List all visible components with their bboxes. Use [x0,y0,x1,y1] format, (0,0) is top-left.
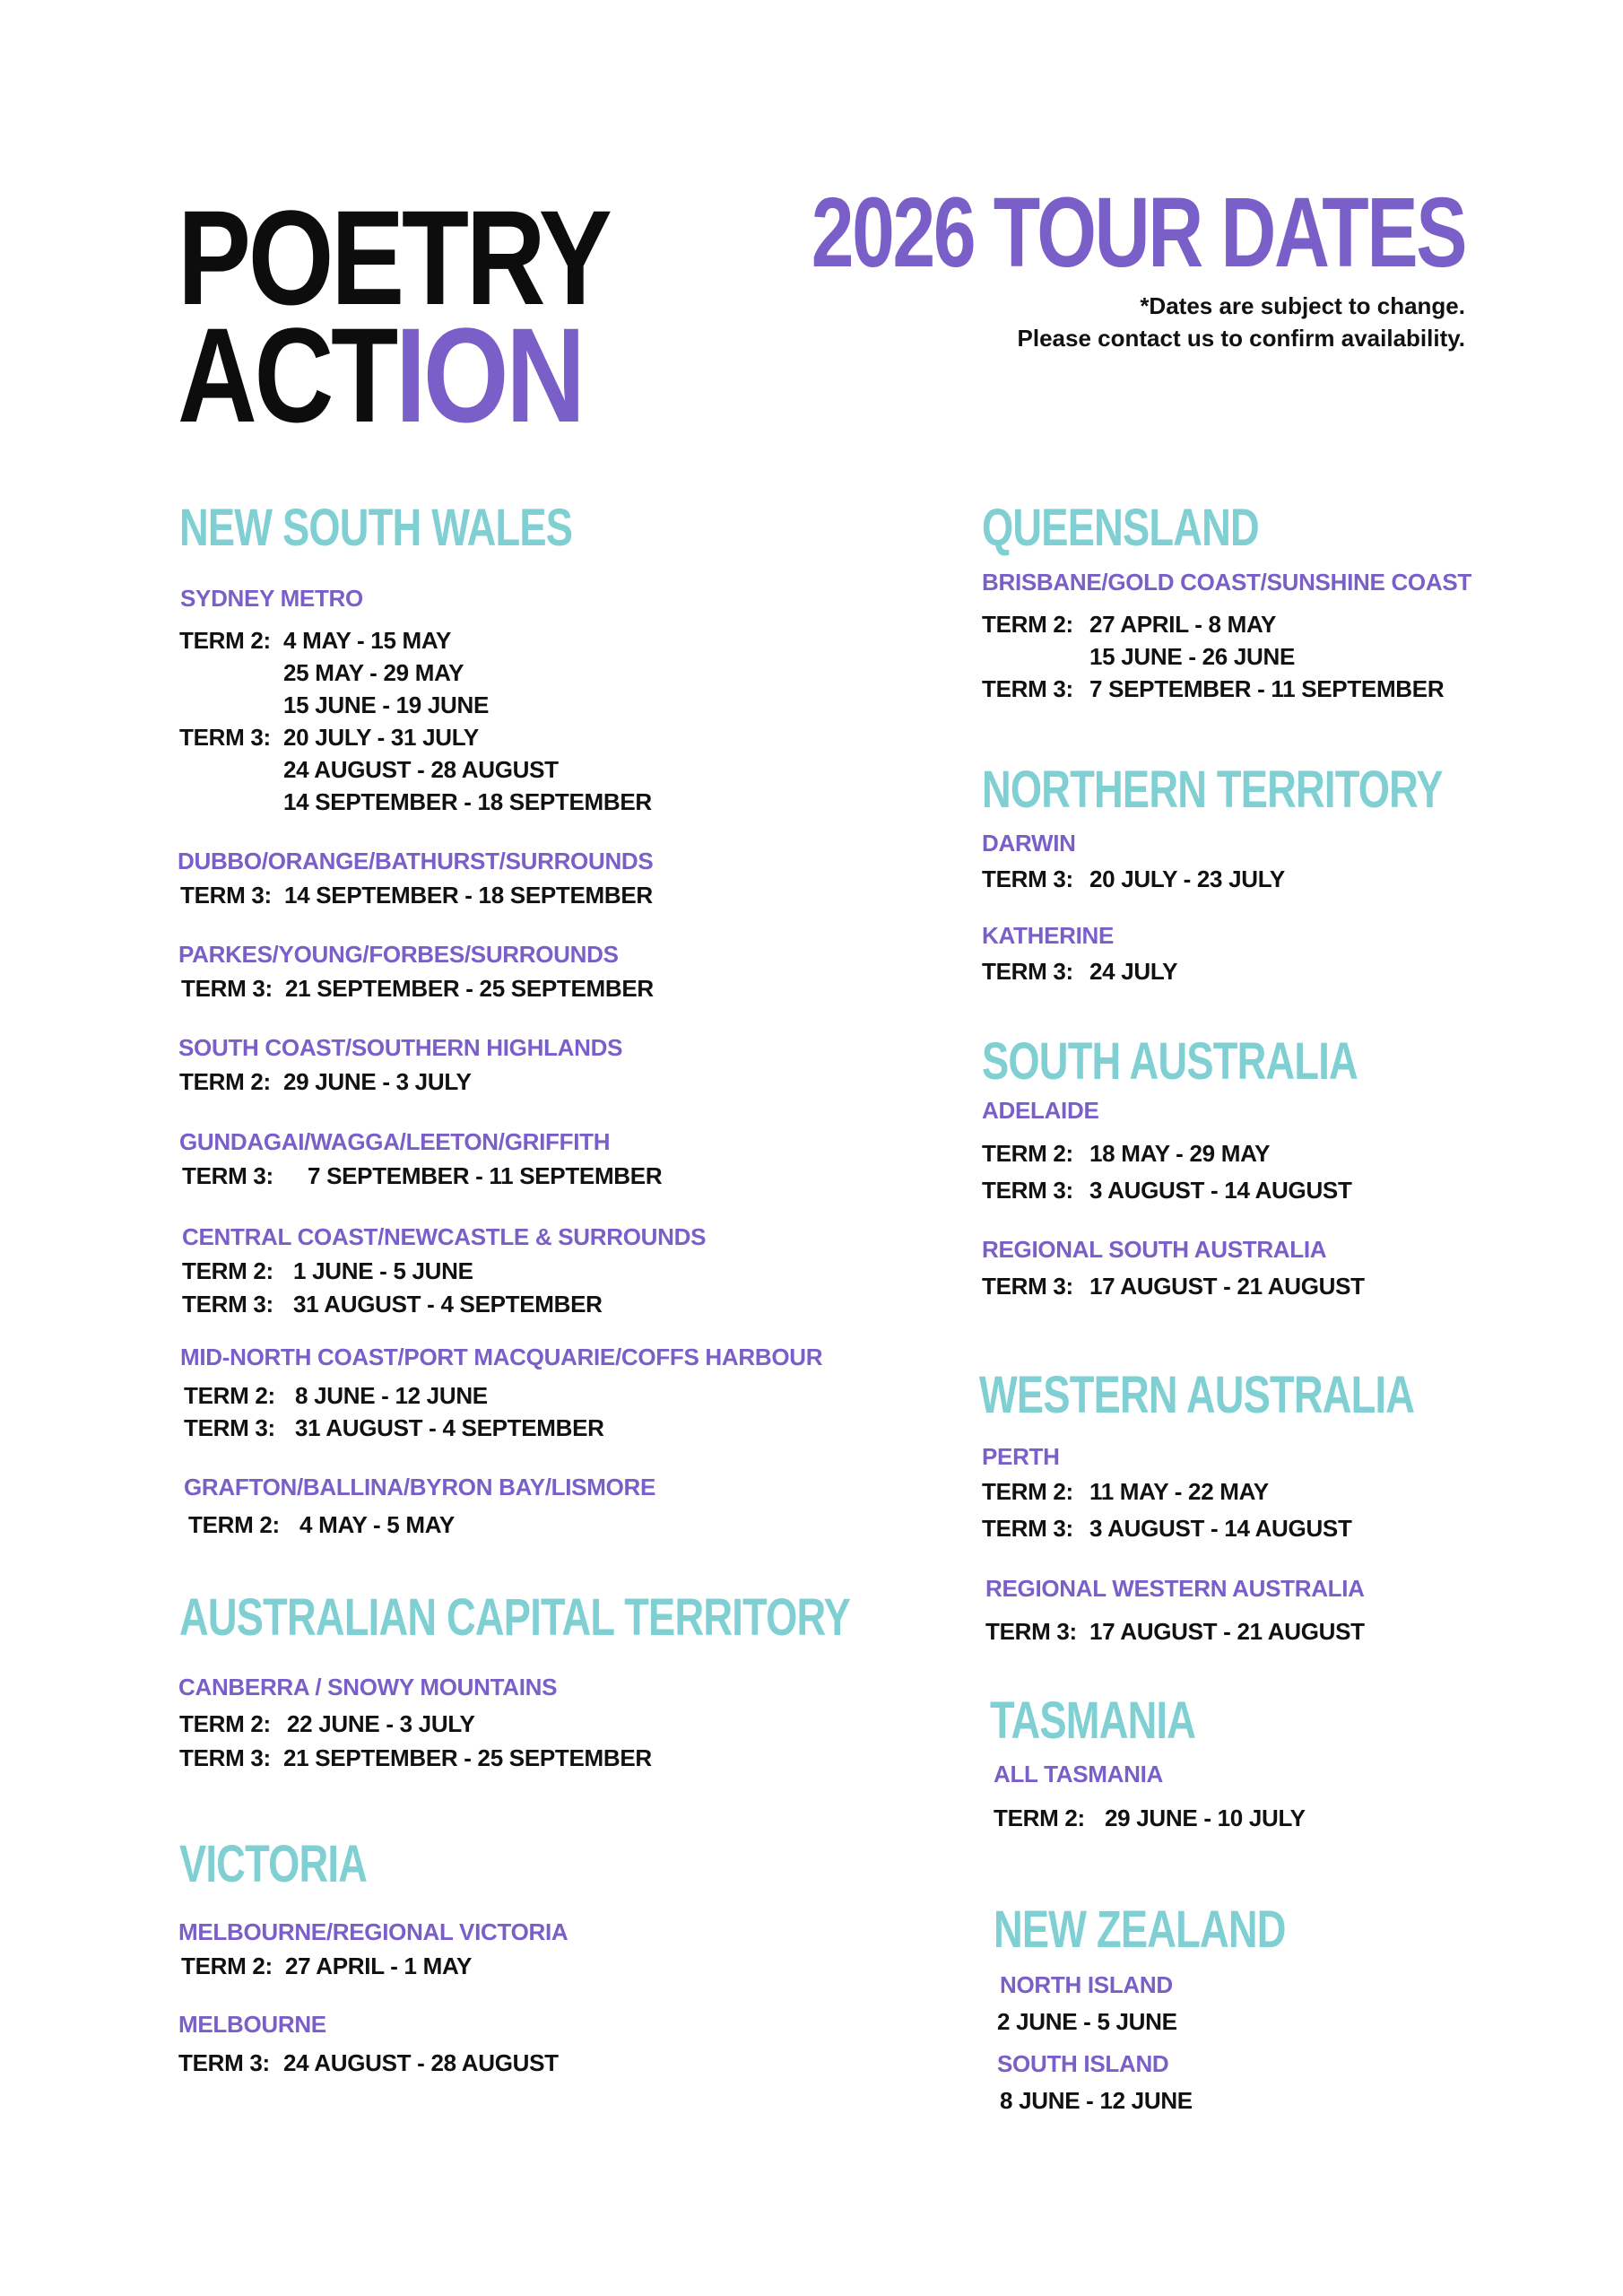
term-row [982,955,1177,987]
term-label: TERM 2: [184,1382,275,1409]
area-regional-wa: REGIONAL WESTERN AUSTRALIA [985,1575,1365,1602]
area-melbourne: MELBOURNE [178,2011,326,2038]
term-label: TERM 2: [982,1478,1073,1505]
area-adelaide: ADELAIDE [982,1097,1099,1124]
area-gundagai: GUNDAGAI/WAGGA/LEETON/GRIFFITH [179,1128,611,1155]
date-range: 17 AUGUST - 21 AUGUST [1089,1273,1365,1300]
date-range: 3 AUGUST - 14 AUGUST [1089,1177,1352,1204]
term-row [182,1255,473,1287]
term-label: TERM 2: [982,611,1073,638]
date-range: 15 JUNE - 19 JUNE [283,691,490,718]
area-mid-north-coast: MID-NORTH COAST/PORT MACQUARIE/COFFS HARBOUR [180,1344,823,1370]
area-central-coast: CENTRAL COAST/NEWCASTLE & SURROUNDS [182,1223,707,1250]
region-heading-nt: NORTHERN TERRITORY [982,761,1443,819]
area-katherine: KATHERINE [982,922,1115,949]
area-grafton: GRAFTON/BALLINA/BYRON BAY/LISMORE [184,1474,656,1500]
term-row [982,1137,1270,1170]
area-regional-sa: REGIONAL SOUTH AUSTRALIA [982,1236,1327,1263]
date-range: 24 AUGUST - 28 AUGUST [283,2049,559,2076]
term-label-sydney-t3: TERM 3: [179,724,271,751]
term-label: TERM 3: [982,1177,1073,1204]
region-heading-sa: SOUTH AUSTRALIA [982,1032,1358,1091]
term-row [982,608,1276,640]
term-label: TERM 3: [182,1162,273,1189]
logo-line-1: POETRY [178,182,610,333]
term-row [184,1379,488,1412]
term-row [179,1708,475,1740]
term-row [179,1065,472,1098]
term-label: TERM 3: [181,975,273,1002]
date-range: 20 JULY - 23 JULY [1089,865,1285,892]
term-row [179,1742,652,1774]
date-range: 2 JUNE - 5 JUNE [997,2008,1177,2035]
date-range: 24 AUGUST - 28 AUGUST [283,756,559,783]
date-range: 14 SEPTEMBER - 18 SEPTEMBER [284,882,653,909]
logo-line-2-accent: ION [395,300,583,450]
area-brisbane: BRISBANE/GOLD COAST/SUNSHINE COAST [982,569,1471,596]
term-row [182,1288,603,1320]
area-melbourne-regional: MELBOURNE/REGIONAL VICTORIA [178,1918,568,1945]
term-label: TERM 3: [982,865,1073,892]
date-range: 31 AUGUST - 4 SEPTEMBER [293,1291,603,1318]
date-range: 7 SEPTEMBER - 11 SEPTEMBER [308,1162,663,1189]
logo-line-2-plain: ACT [178,300,395,450]
term-row [985,1615,1365,1648]
date-range: 27 APRIL - 8 MAY [1089,611,1277,638]
date-range: 20 JULY - 31 JULY [283,724,479,751]
date-range: 24 JULY [1089,958,1178,985]
date-range: 17 AUGUST - 21 AUGUST [1089,1618,1365,1645]
date-range: 25 MAY - 29 MAY [283,659,464,686]
date-range: 4 MAY - 15 MAY [283,627,452,654]
term-label: TERM 3: [178,2049,270,2076]
region-heading-qld: QUEENSLAND [982,499,1259,557]
date-range: 21 SEPTEMBER - 25 SEPTEMBER [283,1744,652,1771]
term-row [982,1270,1365,1302]
area-perth: PERTH [982,1443,1060,1470]
term-label: TERM 2: [182,1257,273,1284]
date-range: 8 JUNE - 12 JUNE [295,1382,488,1409]
term-label: TERM 3: [982,1515,1073,1542]
term-label: TERM 2: [179,1710,271,1737]
area-north-island: NORTH ISLAND [1000,1971,1173,1998]
term-row [182,1160,662,1192]
term-row [982,863,1285,895]
date-range: 18 MAY - 29 MAY [1089,1140,1271,1167]
sydney-term3-dates [283,721,652,818]
area-all-tasmania: ALL TASMANIA [994,1761,1163,1787]
date-range: 31 AUGUST - 4 SEPTEMBER [295,1414,604,1441]
disclaimer-line-1: *Dates are subject to change. [1140,292,1465,319]
term-row [982,1174,1352,1206]
date-range: 14 SEPTEMBER - 18 SEPTEMBER [283,788,652,815]
term-label: TERM 2: [188,1511,280,1538]
term-label: TERM 3: [179,1744,271,1771]
date-range: 4 MAY - 5 MAY [299,1511,455,1538]
term-row [188,1509,455,1541]
term-label: TERM 3: [982,1273,1073,1300]
area-south-island: SOUTH ISLAND [997,2050,1169,2077]
term-row [982,1512,1352,1544]
date-range: 3 AUGUST - 14 AUGUST [1089,1515,1352,1542]
date-range: 7 SEPTEMBER - 11 SEPTEMBER [1089,675,1445,702]
sydney-term2-dates [283,624,489,721]
region-heading-wa: WESTERN AUSTRALIA [979,1366,1415,1424]
date-range: 1 JUNE - 5 JUNE [293,1257,473,1284]
term-label: TERM 3: [982,675,1073,702]
area-canberra: CANBERRA / SNOWY MOUNTAINS [178,1674,558,1700]
term-label: TERM 2: [982,1140,1073,1167]
area-dubbo: DUBBO/ORANGE/BATHURST/SURROUNDS [178,848,654,874]
region-heading-vic: VICTORIA [179,1835,368,1893]
term-row [180,879,653,911]
date-range: 21 SEPTEMBER - 25 SEPTEMBER [285,975,654,1002]
area-south-coast: SOUTH COAST/SOUTHERN HIGHLANDS [178,1034,623,1061]
term-label: TERM 2: [179,1068,271,1095]
page-title: 2026 TOUR DATES [811,178,1465,288]
term-label: TERM 2: [181,1952,273,1979]
term-label: TERM 3: [180,882,272,909]
region-heading-nsw: NEW SOUTH WALES [179,499,573,557]
term-label: TERM 3: [982,958,1073,985]
term-row [181,1950,472,1982]
date-range: 15 JUNE - 26 JUNE [1089,643,1296,670]
term-row [181,972,654,1004]
date-range: 29 JUNE - 3 JULY [283,1068,472,1095]
date-range: 27 APRIL - 1 MAY [285,1952,473,1979]
area-sydney-metro: SYDNEY METRO [180,585,363,612]
date-range: 22 JUNE - 3 JULY [287,1710,475,1737]
term-label: TERM 3: [184,1414,275,1441]
term-row [994,1802,1306,1834]
disclaimer [1018,290,1465,354]
disclaimer-line-2: Please contact us to confirm availability. [1017,325,1465,352]
date-range: 29 JUNE - 10 JULY [1105,1805,1306,1831]
area-darwin: DARWIN [982,830,1076,857]
term-row [982,1475,1269,1508]
term-row [184,1412,604,1444]
term-row [982,673,1444,705]
area-parkes: PARKES/YOUNG/FORBES/SURROUNDS [178,941,619,968]
logo-line-2 [178,300,583,450]
date-range: 8 JUNE - 12 JUNE [1000,2087,1193,2114]
term-label: TERM 2: [994,1805,1085,1831]
term-label: TERM 3: [985,1618,1077,1645]
region-heading-tas: TASMANIA [990,1692,1196,1750]
region-heading-nz: NEW ZEALAND [994,1900,1286,1959]
term-row [178,2047,559,2079]
term-label: TERM 3: [182,1291,273,1318]
date-range: 11 MAY - 22 MAY [1089,1478,1269,1505]
region-heading-act: AUSTRALIAN CAPITAL TERRITORY [179,1588,851,1647]
term-label-sydney-t2: TERM 2: [179,627,271,654]
